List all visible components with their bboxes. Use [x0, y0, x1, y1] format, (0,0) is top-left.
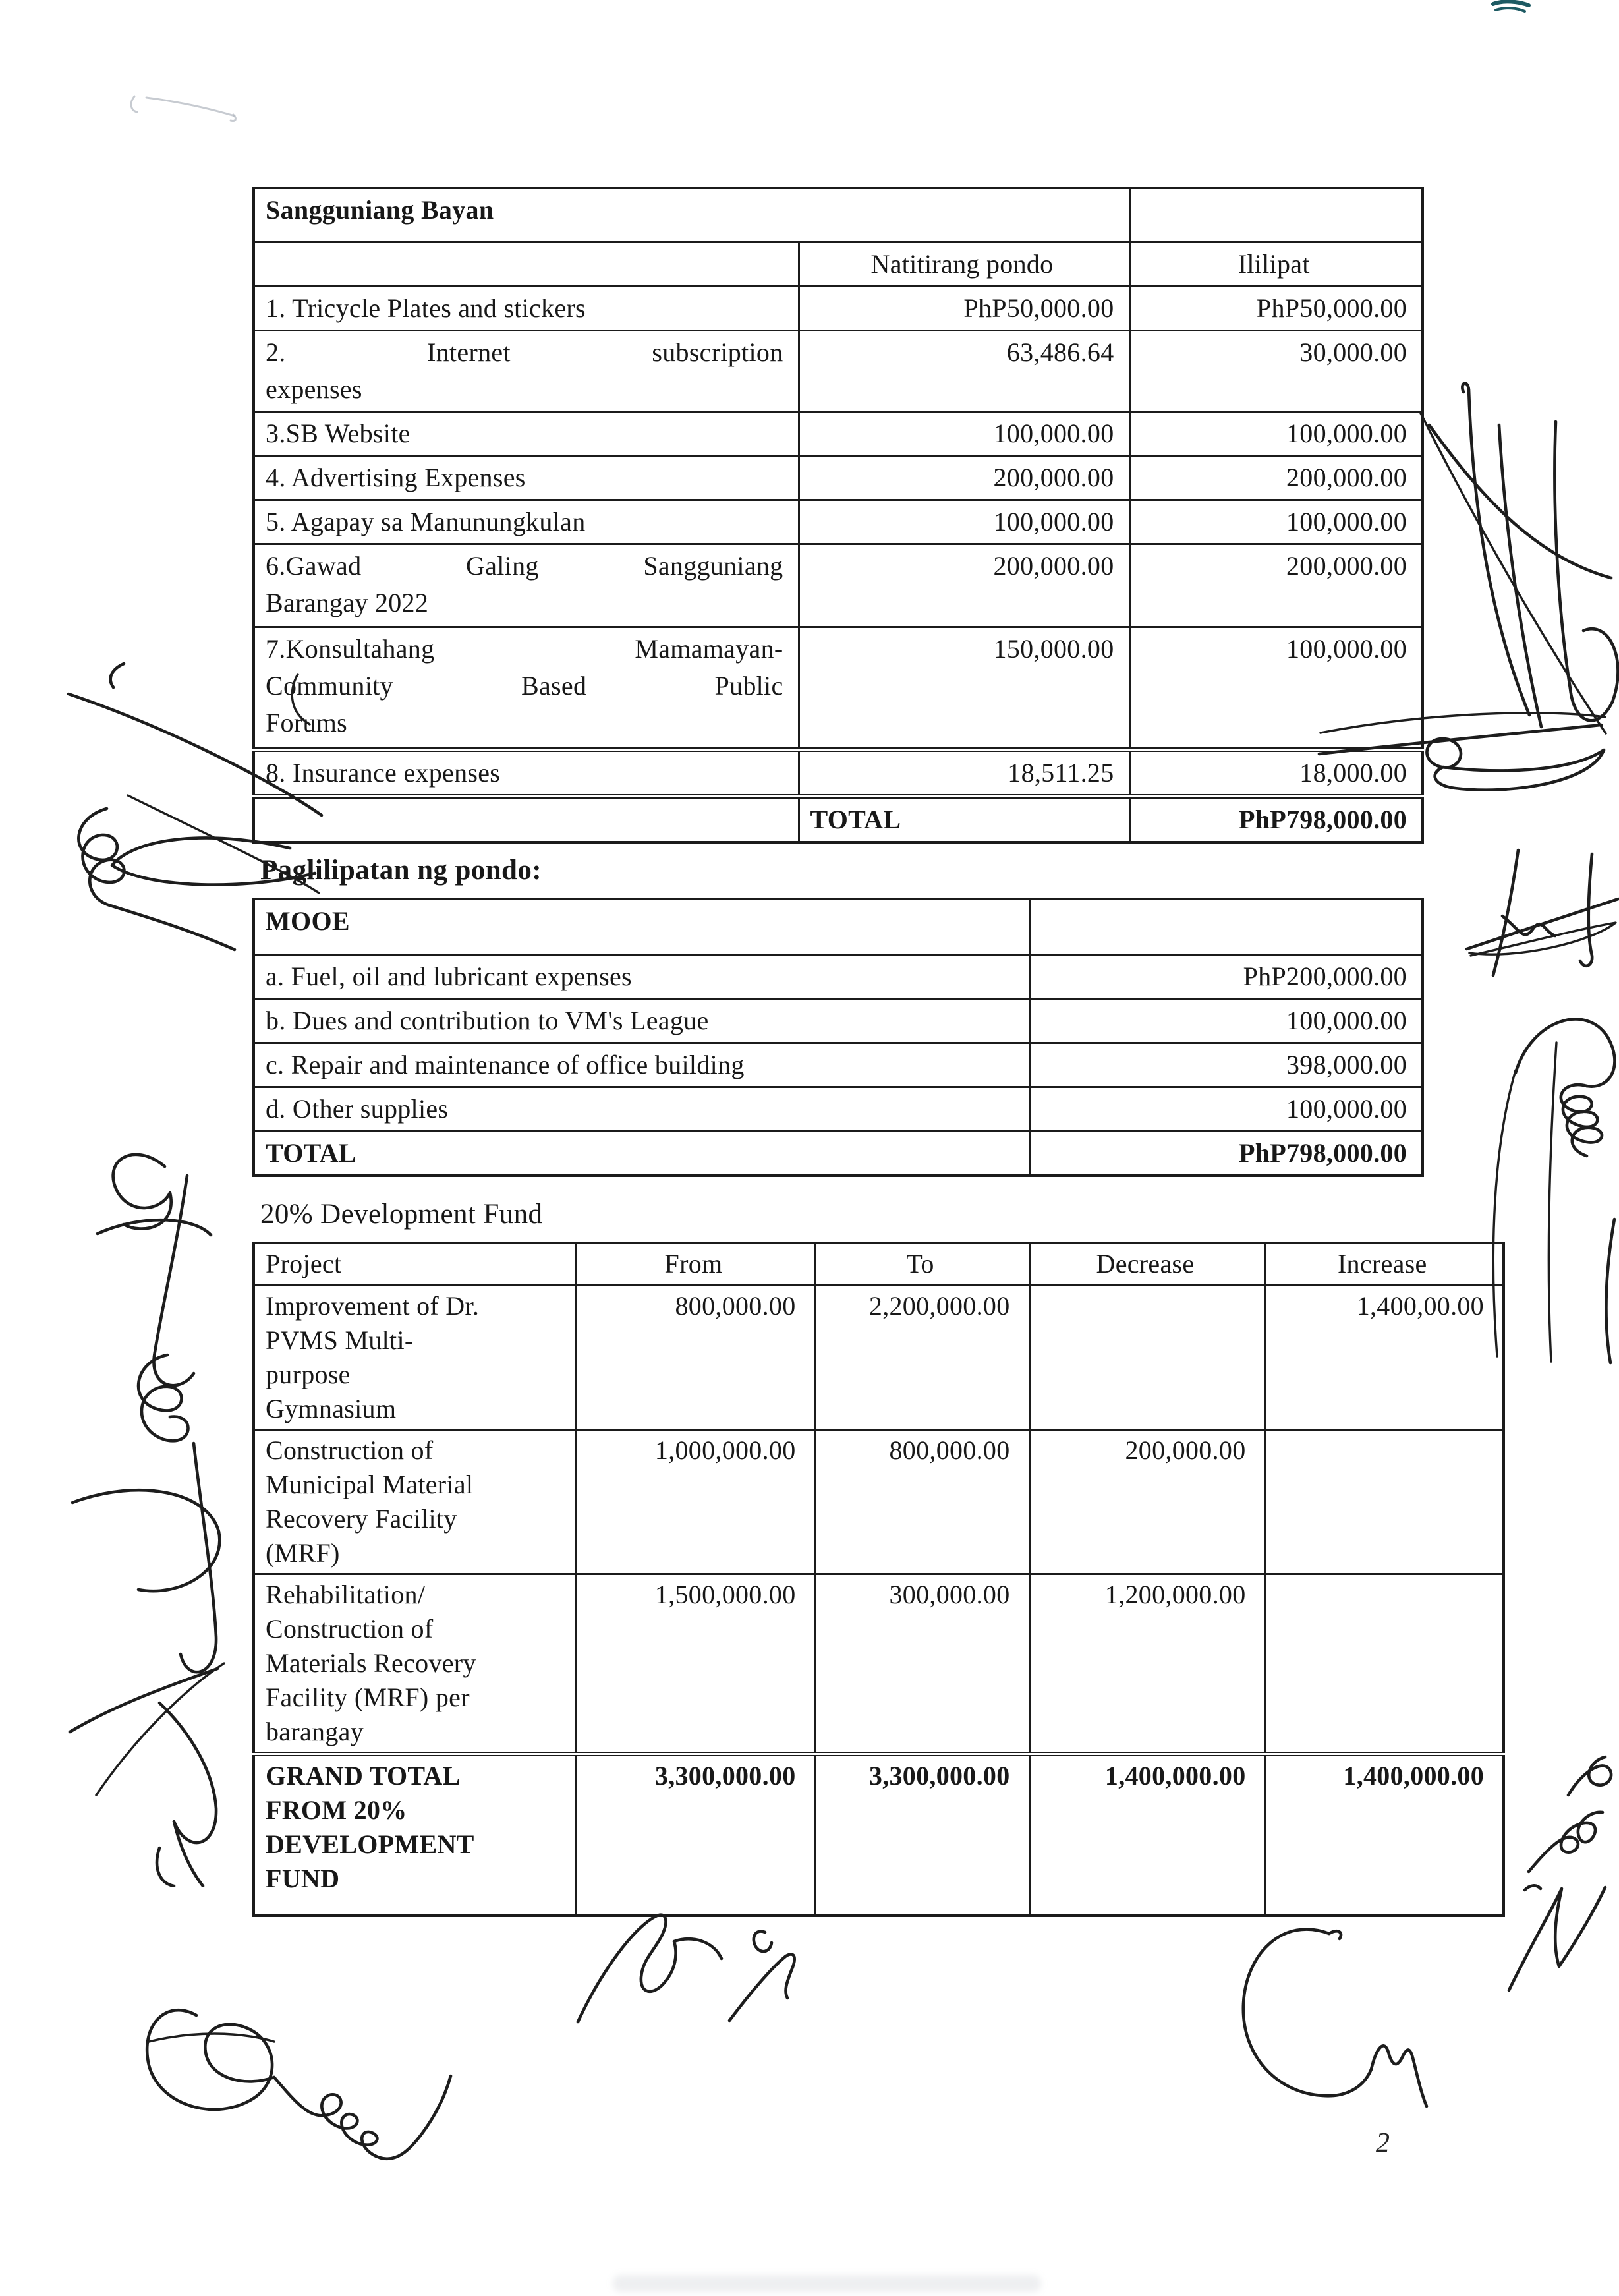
grand-total-from: 3,300,000.00	[576, 1754, 815, 1916]
row-label	[254, 455, 799, 500]
column-header-remaining: Natitirang pondo	[799, 242, 1129, 286]
amount-value: PhP200,000.00	[1029, 954, 1423, 998]
signature-bottom-right	[1222, 1903, 1434, 2109]
label-line: 2. Internet subscription	[266, 337, 783, 367]
table-title: MOOE	[254, 899, 1029, 954]
sangguniang-bayan-table	[252, 187, 1424, 844]
pen-mark-top-right	[1491, 0, 1533, 14]
amount-transfer: 100,000.00	[1129, 627, 1423, 749]
amount-transfer: 18,000.00	[1129, 749, 1423, 796]
amount-transfer: 200,000.00	[1129, 455, 1423, 500]
label-line: 6.Gawad Galing Sangguniang	[266, 550, 783, 581]
table-row	[254, 455, 1423, 500]
table-row	[254, 1574, 1504, 1754]
amount-remaining: 200,000.00	[799, 455, 1129, 500]
label-line: 1. Tricycle Plates and stickers	[266, 293, 586, 323]
label-line: 4. Advertising Expenses	[266, 462, 526, 492]
row-label	[254, 286, 799, 330]
amount-decrease: 200,000.00	[1029, 1429, 1265, 1574]
label-line: DEVELOPMENT	[266, 1829, 474, 1859]
row-label	[254, 500, 799, 544]
table-row	[254, 1429, 1504, 1574]
table-header-row	[254, 242, 1423, 286]
label-line: barangay	[266, 1716, 364, 1746]
project-label	[254, 1429, 576, 1574]
label-line: GRAND TOTAL	[266, 1760, 461, 1791]
table-row	[254, 411, 1423, 455]
amount-decrease: 1,200,000.00	[1029, 1574, 1265, 1754]
signature-left-upper	[8, 616, 326, 967]
scan-smudge	[124, 78, 249, 127]
label-line: Improvement of Dr.	[266, 1290, 480, 1321]
amount-value: 100,000.00	[1029, 1087, 1423, 1131]
total-label: TOTAL	[799, 796, 1129, 842]
label-line: Recovery Facility	[266, 1503, 457, 1534]
label-line: FUND	[266, 1863, 340, 1893]
label-line: 8. Insurance expenses	[266, 757, 501, 788]
label-line: 3.SB Website	[266, 418, 411, 448]
amount-remaining: 100,000.00	[799, 500, 1129, 544]
mooe-table	[252, 898, 1424, 1177]
development-fund-table	[252, 1242, 1505, 1917]
amount-remaining: 200,000.00	[799, 544, 1129, 627]
amount-to: 300,000.00	[815, 1574, 1029, 1754]
amount-decrease	[1029, 1285, 1265, 1429]
amount-transfer: 30,000.00	[1129, 330, 1423, 411]
amount-transfer: 100,000.00	[1129, 411, 1423, 455]
empty-cell	[254, 796, 799, 842]
signature-left-large	[61, 1135, 227, 1887]
label-line: Barangay 2022	[266, 587, 429, 617]
total-value: PhP798,000.00	[1129, 796, 1423, 842]
amount-remaining: 18,511.25	[799, 749, 1129, 796]
label-line: purpose	[266, 1359, 351, 1389]
table-row	[254, 954, 1423, 998]
table-grand-total-row	[254, 1754, 1504, 1916]
label-line: Construction of	[266, 1613, 434, 1644]
amount-remaining: 100,000.00	[799, 411, 1129, 455]
page-number: 2	[1376, 2128, 1390, 2158]
column-header-increase: Increase	[1265, 1243, 1504, 1285]
row-label	[254, 544, 799, 627]
label-line: expenses	[266, 374, 362, 404]
row-label: d. Other supplies	[254, 1087, 1029, 1131]
amount-remaining: 150,000.00	[799, 627, 1129, 749]
label-line: FROM 20%	[266, 1794, 407, 1825]
grand-total-decrease: 1,400,000.00	[1029, 1754, 1265, 1916]
signature-bottom-center	[563, 1897, 802, 2039]
label-line: (MRF)	[266, 1537, 340, 1568]
label-line: Gymnasium	[266, 1393, 397, 1423]
row-label: c. Repair and maintenance of office building	[254, 1043, 1029, 1087]
column-header-project: Project	[254, 1243, 576, 1285]
signature-right-spiral	[1458, 974, 1619, 1367]
column-header-transfer: Ililipat	[1129, 242, 1423, 286]
label-line: Construction of	[266, 1435, 434, 1465]
amount-increase: 1,400,00.00	[1265, 1285, 1504, 1429]
signature-right-mid	[1456, 836, 1619, 985]
label-line: Materials Recovery	[266, 1648, 476, 1678]
amount-value: 100,000.00	[1029, 998, 1423, 1043]
table-header-row	[254, 1243, 1504, 1285]
column-header-decrease: Decrease	[1029, 1243, 1265, 1285]
table-total-row	[254, 1131, 1423, 1176]
table-row	[254, 1043, 1423, 1087]
amount-from: 1,500,000.00	[576, 1574, 815, 1754]
table-row	[254, 188, 1423, 242]
table-row	[254, 286, 1423, 330]
column-header-to: To	[815, 1243, 1029, 1285]
signature-bottom-left	[125, 1978, 456, 2171]
label-line: 5. Agapay sa Manunungkulan	[266, 506, 586, 536]
signature-right-horizontal	[1311, 691, 1616, 791]
project-label	[254, 1285, 576, 1429]
grand-total-to: 3,300,000.00	[815, 1754, 1029, 1916]
amount-value: 398,000.00	[1029, 1043, 1423, 1087]
column-header-from: From	[576, 1243, 815, 1285]
scan-artifact-bottom	[613, 2275, 1041, 2292]
label-line: Community Based Public	[266, 670, 783, 701]
table-title-row	[254, 899, 1423, 954]
row-label	[254, 411, 799, 455]
empty-cell	[1029, 899, 1423, 954]
row-label	[254, 627, 799, 749]
section-heading-paglilipatan: Paglilipatan ng pondo:	[260, 855, 542, 886]
amount-remaining: 63,486.64	[799, 330, 1129, 411]
table-total-row	[254, 796, 1423, 842]
label-line: Rehabilitation/	[266, 1579, 426, 1609]
row-label: a. Fuel, oil and lubricant expenses	[254, 954, 1029, 998]
amount-increase	[1265, 1429, 1504, 1574]
empty-cell	[254, 242, 799, 286]
row-label: b. Dues and contribution to VM's League	[254, 998, 1029, 1043]
table-row	[254, 330, 1423, 411]
row-label	[254, 749, 799, 796]
section-heading-development-fund: 20% Development Fund	[260, 1199, 543, 1230]
project-label	[254, 1574, 576, 1754]
label-line: PVMS Multi-	[266, 1325, 414, 1355]
amount-from: 1,000,000.00	[576, 1429, 815, 1574]
table-row	[254, 749, 1423, 796]
amount-to: 2,200,000.00	[815, 1285, 1029, 1429]
table-row	[254, 998, 1423, 1043]
total-value: PhP798,000.00	[1029, 1131, 1423, 1176]
label-line: 7.Konsultahang Mamamayan-	[266, 633, 783, 664]
amount-transfer: 200,000.00	[1129, 544, 1423, 627]
amount-increase	[1265, 1574, 1504, 1754]
table-row	[254, 627, 1423, 749]
label-line: Municipal Material	[266, 1469, 474, 1499]
table-row	[254, 544, 1423, 627]
grand-total-increase: 1,400,000.00	[1265, 1754, 1504, 1916]
grand-total-label	[254, 1754, 576, 1916]
total-label: TOTAL	[254, 1131, 1029, 1176]
amount-to: 800,000.00	[815, 1429, 1029, 1574]
label-line: Forums	[266, 707, 348, 737]
amount-transfer: 100,000.00	[1129, 500, 1423, 544]
table-row	[254, 1087, 1423, 1131]
signature-right-edge-diagonal	[1491, 1732, 1619, 1997]
empty-cell	[1129, 188, 1423, 242]
amount-remaining: PhP50,000.00	[799, 286, 1129, 330]
table-row	[254, 1285, 1504, 1429]
amount-transfer: PhP50,000.00	[1129, 286, 1423, 330]
table-row	[254, 500, 1423, 544]
row-label	[254, 330, 799, 411]
table-title: Sangguniang Bayan	[254, 188, 1129, 242]
label-line: Facility (MRF) per	[266, 1682, 470, 1712]
amount-from: 800,000.00	[576, 1285, 815, 1429]
